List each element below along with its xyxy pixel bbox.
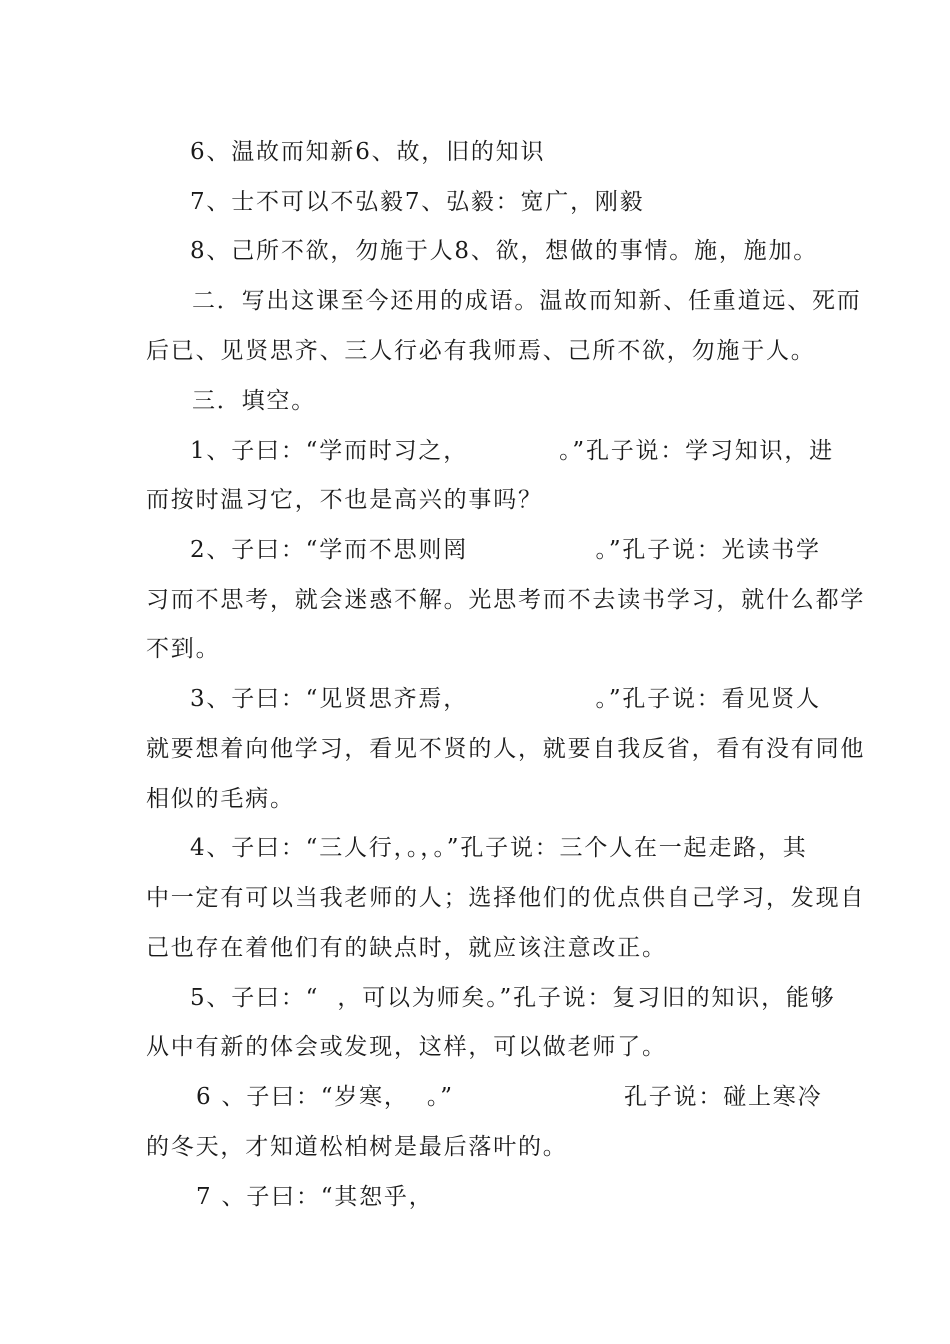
- fill-question-7: 7 、子曰：“其恕乎，: [196, 1184, 434, 1210]
- fill-question-3-end: 相似的毛病。: [146, 786, 295, 812]
- fill-question-4-end: 己也存在着他们有的缺点时，就应该注意改正。: [146, 935, 667, 961]
- fill-question-3: 3、子曰：“见贤思齐焉， 。”孔子说：看见贤人: [190, 686, 821, 712]
- fill-question-5: 5、子曰：“ ，可以为师矣。”孔子说：复习旧的知识，能够: [190, 985, 836, 1011]
- fill-question-2: 2、子曰：“学而不思则罔 。”孔子说：光读书学: [190, 537, 821, 563]
- fill-question-5-continuation: 从中有新的体会或发现，这样，可以做老师了。: [146, 1034, 667, 1060]
- fill-question-1: 1、子曰：“学而时习之， 。”孔子说：学习知识，进: [190, 438, 834, 464]
- fill-question-4-continuation: 中一定有可以当我老师的人；选择他们的优点供自己学习，发现自: [146, 885, 866, 911]
- fill-question-3-continuation: 就要想着向他学习，看见不贤的人，就要自我反省，看有没有同他: [146, 736, 866, 762]
- section-two-heading: 二．写出这课至今还用的成语。温故而知新、任重道远、死而: [192, 288, 862, 314]
- fill-question-2-continuation: 习而不思考，就会迷惑不解。光思考而不去读书学习，就什么都学: [146, 587, 866, 613]
- section-two-continuation: 后已、见贤思齐、三人行必有我师焉、己所不欲，勿施于人。: [146, 338, 816, 364]
- fill-question-2-end: 不到。: [146, 636, 221, 662]
- fill-question-1-continuation: 而按时温习它，不也是高兴的事吗？: [146, 487, 543, 513]
- fill-question-4: 4、子曰：“三人行，。，。”孔子说：三个人在一起走路，其: [190, 835, 808, 861]
- answer-line-7: 7、士不可以不弘毅7、弘毅：宽广，刚毅: [190, 189, 645, 215]
- section-three-heading: 三．填空。: [192, 388, 316, 414]
- fill-question-6-continuation: 的冬天，才知道松柏树是最后落叶的。: [146, 1134, 568, 1160]
- answer-line-8: 8、己所不欲，勿施于人8、欲，想做的事情。施，施加。: [190, 238, 819, 264]
- fill-question-6: 6 、子曰：“岁寒， 。”: [196, 1084, 454, 1110]
- fill-question-6-translation: 孔子说：碰上寒冷: [624, 1084, 823, 1110]
- answer-line-6: 6、温故而知新6、故，旧的知识: [190, 139, 546, 165]
